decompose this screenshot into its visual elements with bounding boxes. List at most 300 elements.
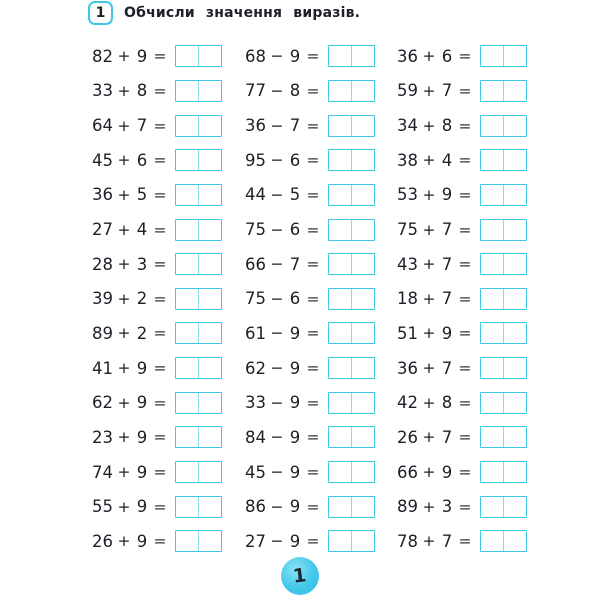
answer-box[interactable] [175, 184, 222, 206]
answer-cell-tens[interactable] [176, 220, 198, 240]
operand-a: 62 [245, 358, 266, 378]
problem-row [393, 351, 527, 386]
equals-sign: = [458, 185, 472, 204]
operator-sign: + [117, 185, 131, 204]
answer-cell-ones[interactable] [503, 462, 526, 482]
answer-cell-tens[interactable] [176, 185, 198, 205]
answer-cell-ones[interactable] [351, 531, 374, 551]
operator-sign: + [422, 463, 436, 481]
operand-b: 6 [289, 150, 301, 170]
answer-cell-ones[interactable] [503, 116, 526, 136]
answer-box[interactable] [175, 426, 222, 448]
problem-row [393, 316, 527, 351]
problem-row [393, 247, 527, 282]
operator-sign: − [270, 151, 284, 170]
answer-cell-ones[interactable] [198, 427, 221, 447]
equals-sign: = [306, 428, 320, 447]
answer-box[interactable] [480, 530, 527, 552]
operator-sign: + [117, 289, 131, 308]
operand-a: 27 [92, 220, 113, 240]
problem-row [393, 143, 527, 178]
equals-sign: = [153, 428, 167, 447]
operator-sign: − [270, 47, 284, 66]
operator-sign: − [270, 289, 284, 308]
answer-cell-tens[interactable] [481, 185, 503, 205]
answer-cell-tens[interactable] [176, 531, 198, 551]
problem-row [88, 74, 222, 109]
answer-cell-tens[interactable] [329, 220, 351, 240]
problem-row [393, 420, 527, 455]
answer-cell-tens[interactable] [329, 185, 351, 205]
answer-cell-ones[interactable] [503, 497, 526, 517]
operator-sign: + [422, 289, 436, 308]
answer-box[interactable] [480, 496, 527, 518]
equals-sign: = [153, 463, 167, 481]
equals-sign: = [306, 359, 320, 378]
answer-box[interactable] [175, 219, 222, 241]
operand-a: 95 [245, 150, 266, 170]
problem-row [241, 351, 375, 386]
equals-sign: = [306, 220, 320, 239]
equals-sign: = [153, 255, 167, 274]
equals-sign: = [458, 428, 472, 447]
equals-sign: = [458, 81, 472, 100]
answer-box[interactable] [480, 253, 527, 275]
answer-cell-tens[interactable] [176, 46, 198, 66]
answer-box[interactable] [175, 115, 222, 137]
answer-cell-ones[interactable] [198, 254, 221, 274]
page-number: 1 [292, 564, 308, 588]
answer-cell-tens[interactable] [176, 81, 198, 101]
operand-a: 45 [92, 150, 113, 170]
answer-cell-tens[interactable] [329, 81, 351, 101]
equals-sign: = [306, 255, 320, 274]
problem-row [393, 281, 527, 316]
operand-b: 9 [289, 358, 301, 378]
answer-cell-tens[interactable] [481, 116, 503, 136]
answer-cell-tens[interactable] [329, 531, 351, 551]
answer-box[interactable] [480, 219, 527, 241]
answer-cell-tens[interactable] [176, 150, 198, 170]
answer-cell-tens[interactable] [329, 427, 351, 447]
problem-row [241, 39, 375, 74]
problem-row [393, 39, 527, 74]
answer-cell-tens[interactable] [176, 323, 198, 343]
problem-row [241, 212, 375, 247]
answer-cell-ones[interactable] [503, 427, 526, 447]
answer-cell-tens[interactable] [481, 150, 503, 170]
problem-row [88, 351, 222, 386]
operator-sign: + [422, 220, 436, 239]
answer-cell-tens[interactable] [176, 462, 198, 482]
operand-b: 8 [136, 81, 148, 101]
answer-cell-tens[interactable] [329, 116, 351, 136]
answer-box[interactable] [328, 45, 375, 67]
answer-cell-ones[interactable] [198, 497, 221, 517]
problem-row [241, 316, 375, 351]
answer-box[interactable] [480, 322, 527, 344]
answer-box[interactable] [480, 149, 527, 171]
answer-cell-ones[interactable] [503, 393, 526, 413]
operand-b: 9 [441, 323, 453, 343]
problem-row [241, 178, 375, 213]
operand-b: 7 [441, 220, 453, 240]
answer-box[interactable] [175, 357, 222, 379]
answer-cell-tens[interactable] [176, 497, 198, 517]
answer-box[interactable] [480, 288, 527, 310]
operand-a: 42 [397, 393, 418, 413]
operator-sign: + [422, 428, 436, 447]
answer-box[interactable] [328, 357, 375, 379]
answer-cell-tens[interactable] [481, 323, 503, 343]
operator-sign: + [117, 497, 131, 516]
operand-a: 68 [245, 46, 266, 66]
answer-cell-tens[interactable] [176, 254, 198, 274]
operand-b: 7 [441, 254, 453, 274]
answer-cell-ones[interactable] [198, 46, 221, 66]
answer-cell-ones[interactable] [503, 81, 526, 101]
operand-a: 36 [397, 46, 418, 66]
operator-sign: + [422, 359, 436, 378]
operand-b: 9 [289, 427, 301, 447]
problem-row [241, 385, 375, 420]
operand-b: 7 [289, 116, 301, 136]
answer-box[interactable] [328, 496, 375, 518]
answer-box[interactable] [328, 392, 375, 414]
equals-sign: = [153, 220, 167, 239]
operand-b: 5 [289, 185, 301, 205]
answer-cell-ones[interactable] [503, 220, 526, 240]
answer-box[interactable] [175, 461, 222, 483]
operand-b: 7 [441, 289, 453, 309]
answer-cell-tens[interactable] [481, 289, 503, 309]
answer-cell-tens[interactable] [481, 220, 503, 240]
answer-box[interactable] [480, 392, 527, 414]
problem-row [393, 455, 527, 490]
answer-box[interactable] [328, 426, 375, 448]
operand-b: 3 [441, 497, 453, 517]
answer-box[interactable] [175, 392, 222, 414]
problem-row [393, 108, 527, 143]
problem-row [88, 108, 222, 143]
answer-cell-ones[interactable] [351, 254, 374, 274]
answer-box[interactable] [480, 184, 527, 206]
answer-cell-tens[interactable] [329, 254, 351, 274]
operand-b: 8 [441, 116, 453, 136]
answer-cell-ones[interactable] [351, 116, 374, 136]
answer-cell-tens[interactable] [329, 46, 351, 66]
answer-cell-tens[interactable] [481, 427, 503, 447]
equals-sign: = [458, 497, 472, 516]
answer-cell-tens[interactable] [329, 323, 351, 343]
operand-b: 3 [136, 254, 148, 274]
operator-sign: + [117, 47, 131, 66]
problem-row [393, 212, 527, 247]
operand-a: 86 [245, 497, 266, 517]
operand-a: 74 [92, 462, 113, 482]
equals-sign: = [458, 359, 472, 378]
operand-a: 89 [92, 323, 113, 343]
operand-a: 43 [397, 254, 418, 274]
equals-sign: = [306, 185, 320, 204]
answer-cell-ones[interactable] [503, 531, 526, 551]
operator-sign: + [117, 81, 131, 100]
operand-b: 2 [136, 289, 148, 309]
answer-cell-ones[interactable] [351, 220, 374, 240]
operand-a: 28 [92, 254, 113, 274]
answer-cell-ones[interactable] [198, 358, 221, 378]
answer-cell-tens[interactable] [329, 497, 351, 517]
operand-a: 55 [92, 497, 113, 517]
answer-box[interactable] [175, 322, 222, 344]
answer-cell-ones[interactable] [198, 393, 221, 413]
answer-cell-ones[interactable] [351, 185, 374, 205]
operand-b: 4 [136, 220, 148, 240]
operator-sign: − [270, 324, 284, 343]
answer-cell-tens[interactable] [481, 531, 503, 551]
answer-cell-tens[interactable] [329, 462, 351, 482]
answer-cell-tens[interactable] [176, 358, 198, 378]
answer-cell-ones[interactable] [198, 289, 221, 309]
answer-cell-ones[interactable] [198, 185, 221, 205]
problem-row [88, 420, 222, 455]
answer-box[interactable] [480, 461, 527, 483]
answer-cell-ones[interactable] [198, 531, 221, 551]
answer-cell-ones[interactable] [351, 427, 374, 447]
answer-cell-tens[interactable] [176, 393, 198, 413]
operand-b: 4 [441, 150, 453, 170]
answer-cell-ones[interactable] [351, 462, 374, 482]
answer-box[interactable] [175, 45, 222, 67]
answer-cell-ones[interactable] [503, 254, 526, 274]
answer-box[interactable] [480, 80, 527, 102]
answer-box[interactable] [328, 219, 375, 241]
problem-row [88, 316, 222, 351]
operand-b: 9 [289, 462, 301, 482]
operator-sign: − [270, 428, 284, 447]
operand-a: 75 [245, 220, 266, 240]
answer-cell-ones[interactable] [198, 462, 221, 482]
operand-a: 66 [245, 254, 266, 274]
answer-box[interactable] [328, 184, 375, 206]
problem-row [393, 489, 527, 524]
operand-a: 51 [397, 323, 418, 343]
answer-cell-ones[interactable] [503, 358, 526, 378]
answer-cell-ones[interactable] [503, 185, 526, 205]
equals-sign: = [458, 324, 472, 343]
answer-box[interactable] [175, 149, 222, 171]
operator-sign: − [270, 393, 284, 412]
answer-box[interactable] [328, 149, 375, 171]
answer-cell-ones[interactable] [351, 289, 374, 309]
operand-a: 89 [397, 497, 418, 517]
problem-row [241, 281, 375, 316]
operand-b: 9 [441, 185, 453, 205]
problem-row [88, 39, 222, 74]
operator-sign: + [117, 151, 131, 170]
answer-box[interactable] [175, 496, 222, 518]
operand-a: 39 [92, 289, 113, 309]
operand-b: 9 [289, 393, 301, 413]
answer-cell-tens[interactable] [481, 46, 503, 66]
answer-cell-ones[interactable] [198, 81, 221, 101]
problem-row [393, 524, 527, 559]
answer-cell-tens[interactable] [329, 358, 351, 378]
answer-cell-ones[interactable] [503, 150, 526, 170]
operand-b: 6 [289, 289, 301, 309]
problem-row [241, 524, 375, 559]
operand-a: 61 [245, 323, 266, 343]
answer-box[interactable] [328, 461, 375, 483]
answer-box[interactable] [328, 322, 375, 344]
column-3 [393, 39, 527, 559]
answer-cell-tens[interactable] [176, 427, 198, 447]
problem-row [88, 385, 222, 420]
equals-sign: = [306, 81, 320, 100]
answer-cell-ones[interactable] [351, 323, 374, 343]
operator-sign: − [270, 497, 284, 516]
column-2 [241, 39, 375, 559]
answer-cell-ones[interactable] [351, 393, 374, 413]
operand-a: 44 [245, 185, 266, 205]
problem-row [88, 247, 222, 282]
problem-row [88, 178, 222, 213]
operator-sign: + [117, 324, 131, 343]
equals-sign: = [153, 393, 167, 412]
operator-sign: + [117, 255, 131, 274]
operand-a: 27 [245, 531, 266, 551]
answer-box[interactable] [480, 115, 527, 137]
operand-a: 64 [92, 116, 113, 136]
operand-b: 8 [441, 393, 453, 413]
operand-a: 41 [92, 358, 113, 378]
operand-b: 9 [441, 462, 453, 482]
equals-sign: = [306, 151, 320, 170]
answer-box[interactable] [480, 357, 527, 379]
operator-sign: − [270, 532, 284, 551]
problem-row [393, 74, 527, 109]
operator-sign: − [270, 463, 284, 481]
answer-cell-ones[interactable] [351, 150, 374, 170]
answer-box[interactable] [175, 288, 222, 310]
equals-sign: = [153, 532, 167, 551]
answer-box[interactable] [175, 530, 222, 552]
worksheet [0, 39, 600, 560]
operand-b: 9 [289, 323, 301, 343]
answer-box[interactable] [328, 530, 375, 552]
equals-sign: = [306, 463, 320, 481]
task-number: 1 [95, 5, 106, 21]
equals-sign: = [458, 393, 472, 412]
answer-box[interactable] [328, 253, 375, 275]
equals-sign: = [153, 151, 167, 170]
answer-box[interactable] [480, 45, 527, 67]
operand-b: 7 [289, 254, 301, 274]
operand-a: 26 [397, 427, 418, 447]
equals-sign: = [153, 81, 167, 100]
answer-cell-ones[interactable] [198, 323, 221, 343]
operator-sign: + [422, 497, 436, 516]
operand-a: 84 [245, 427, 266, 447]
equals-sign: = [458, 289, 472, 308]
equals-sign: = [153, 185, 167, 204]
operator-sign: + [422, 185, 436, 204]
operand-b: 6 [441, 46, 453, 66]
answer-cell-ones[interactable] [351, 358, 374, 378]
operator-sign: + [117, 393, 131, 412]
answer-cell-tens[interactable] [176, 116, 198, 136]
answer-cell-tens[interactable] [481, 81, 503, 101]
answer-cell-ones[interactable] [198, 116, 221, 136]
operand-b: 5 [136, 185, 148, 205]
answer-cell-tens[interactable] [481, 254, 503, 274]
answer-cell-ones[interactable] [351, 497, 374, 517]
answer-cell-tens[interactable] [329, 289, 351, 309]
equals-sign: = [458, 116, 472, 135]
operator-sign: − [270, 116, 284, 135]
answer-cell-tens[interactable] [481, 462, 503, 482]
equals-sign: = [153, 116, 167, 135]
answer-cell-ones[interactable] [351, 81, 374, 101]
problem-row [88, 524, 222, 559]
answer-cell-ones[interactable] [198, 150, 221, 170]
answer-cell-tens[interactable] [481, 358, 503, 378]
equals-sign: = [306, 47, 320, 66]
answer-box[interactable] [175, 253, 222, 275]
operand-b: 9 [136, 531, 148, 551]
answer-cell-ones[interactable] [503, 323, 526, 343]
answer-box[interactable] [328, 80, 375, 102]
operand-b: 7 [441, 427, 453, 447]
operand-a: 36 [245, 116, 266, 136]
answer-box[interactable] [480, 426, 527, 448]
answer-cell-tens[interactable] [481, 393, 503, 413]
operand-a: 34 [397, 116, 418, 136]
operand-a: 33 [245, 393, 266, 413]
equals-sign: = [458, 47, 472, 66]
operand-a: 18 [397, 289, 418, 309]
answer-cell-ones[interactable] [503, 289, 526, 309]
operand-a: 78 [397, 531, 418, 551]
equals-sign: = [153, 497, 167, 516]
problem-row [393, 178, 527, 213]
answer-cell-tens[interactable] [329, 150, 351, 170]
answer-cell-tens[interactable] [481, 497, 503, 517]
equals-sign: = [458, 463, 472, 481]
equals-sign: = [458, 532, 472, 551]
operator-sign: + [422, 532, 436, 551]
operand-a: 82 [92, 46, 113, 66]
equals-sign: = [458, 255, 472, 274]
operand-b: 9 [136, 462, 148, 482]
operand-a: 23 [92, 427, 113, 447]
equals-sign: = [306, 116, 320, 135]
equals-sign: = [306, 497, 320, 516]
operand-a: 59 [397, 81, 418, 101]
answer-box[interactable] [328, 288, 375, 310]
task-header [88, 1, 360, 25]
answer-cell-ones[interactable] [351, 46, 374, 66]
equals-sign: = [153, 359, 167, 378]
operator-sign: − [270, 255, 284, 274]
operand-b: 7 [441, 81, 453, 101]
answer-cell-ones[interactable] [198, 220, 221, 240]
answer-cell-tens[interactable] [329, 393, 351, 413]
answer-box[interactable] [175, 80, 222, 102]
answer-box[interactable] [328, 115, 375, 137]
answer-cell-ones[interactable] [503, 46, 526, 66]
answer-cell-tens[interactable] [176, 289, 198, 309]
